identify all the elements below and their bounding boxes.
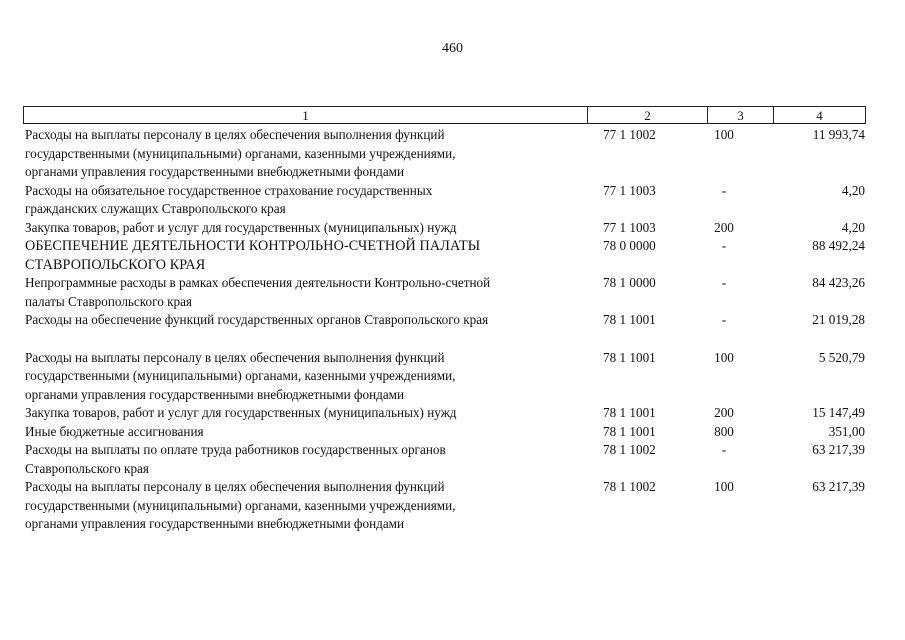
- row-description: [25, 423, 573, 442]
- row-amount: 5 520,79: [818, 349, 865, 365]
- description-line: Непрограммные расходы в рамках обеспечения деятельности Контрольно-счетной: [25, 275, 491, 290]
- table-row: [25, 126, 865, 182]
- row-expense-type: 100: [714, 127, 734, 142]
- row-code: 77 1 1002: [603, 127, 656, 142]
- description-line: Закупка товаров, работ и услуг для государственных (муниципальных) нужд: [25, 405, 457, 420]
- description-line: Расходы на выплаты персоналу в целях обеспечения выполнения функций: [25, 127, 445, 142]
- header-cell-2: 2: [588, 107, 708, 123]
- row-amount: 63 217,39: [812, 442, 865, 457]
- description-line: государственными (муниципальными) органами, казенными учреждениями,: [25, 368, 456, 383]
- row-description: [25, 126, 573, 182]
- table-row: [25, 478, 865, 534]
- row-description: [25, 404, 573, 423]
- description-line: Расходы на выплаты по оплате труда работников государственных органов: [25, 442, 446, 457]
- row-amount: 88 492,24: [812, 238, 865, 253]
- description-line: гражданских служащих Ставропольского края: [25, 201, 286, 216]
- header-cell-3: 3: [708, 107, 774, 123]
- row-expense-type: 100: [714, 349, 734, 365]
- table-row: [25, 219, 865, 238]
- description-line: ОБЕСПЕЧЕНИЕ ДЕЯТЕЛЬНОСТИ КОНТРОЛЬНО-СЧЕТНОЙ ПАЛАТЫ: [25, 238, 481, 254]
- row-expense-type: 800: [714, 423, 734, 439]
- row-expense-type: 200: [714, 219, 734, 235]
- row-amount: 15 147,49: [812, 405, 865, 420]
- row-code: 78 1 1002: [603, 442, 656, 457]
- description-line: Расходы на выплаты персоналу в целях обеспечения выполнения функций: [25, 479, 445, 494]
- row-expense-type: -: [721, 275, 727, 290]
- row-expense-type: -: [721, 238, 727, 253]
- description-line: органами управления государственными внебюджетными фондами: [25, 516, 405, 531]
- row-code: 78 0 0000: [603, 238, 656, 253]
- row-amount: 4,20: [841, 219, 865, 235]
- row-code: 77 1 1003: [603, 219, 656, 235]
- row-code: 78 1 1001: [603, 405, 656, 420]
- row-description: [25, 349, 573, 405]
- description-line: Иные бюджетные ассигнования: [25, 423, 204, 439]
- row-code: 78 1 0000: [603, 275, 656, 290]
- row-code: 77 1 1003: [603, 182, 656, 198]
- description-line: органами управления государственными внебюджетными фондами: [25, 164, 405, 179]
- description-line: Расходы на обеспечение функций государственных органов Ставропольского края: [25, 312, 489, 327]
- row-code: 78 1 1001: [603, 423, 656, 439]
- description-line: СТАВРОПОЛЬСКОГО КРАЯ: [25, 256, 206, 273]
- table-row: [25, 404, 865, 423]
- description-line: Закупка товаров, работ и услуг для государственных (муниципальных) нужд: [25, 219, 457, 235]
- description-line: палаты Ставропольского края: [25, 293, 192, 309]
- table-row: [25, 311, 865, 330]
- row-amount: 4,20: [841, 182, 865, 198]
- description-line: Расходы на обязательное государственное страхование государственных: [25, 182, 433, 198]
- table-body: [25, 126, 865, 534]
- description-line: государственными (муниципальными) органами, казенными учреждениями,: [25, 145, 456, 161]
- row-code: 78 1 1002: [603, 479, 656, 494]
- row-expense-type: -: [721, 312, 727, 327]
- table-row: [25, 237, 865, 274]
- table-row: [25, 423, 865, 442]
- row-description: [25, 441, 573, 478]
- row-amount: 351,00: [828, 423, 865, 439]
- row-expense-type: -: [721, 182, 727, 198]
- row-expense-type: 100: [714, 479, 734, 494]
- row-amount: 84 423,26: [812, 275, 865, 290]
- header-cell-1: 1: [24, 107, 588, 123]
- table-header: [23, 106, 866, 124]
- row-expense-type: -: [721, 442, 727, 457]
- description-line: Расходы на выплаты персоналу в целях обеспечения выполнения функций: [25, 349, 445, 365]
- row-amount: 11 993,74: [812, 127, 865, 142]
- row-description: [25, 219, 573, 238]
- row-description: [25, 478, 573, 534]
- row-code: 78 1 1001: [603, 312, 656, 327]
- table-row: [25, 441, 865, 478]
- table-row: [25, 182, 865, 219]
- row-amount: 63 217,39: [812, 479, 865, 494]
- row-amount: 21 019,28: [812, 312, 865, 327]
- table-row: [25, 349, 865, 405]
- table-row: [25, 274, 865, 311]
- header-cell-4: 4: [816, 107, 823, 123]
- row-code: 78 1 1001: [603, 349, 656, 365]
- row-description: [25, 182, 573, 219]
- description-line: органами управления государственными внебюджетными фондами: [25, 386, 405, 402]
- row-description: [25, 274, 573, 311]
- row-expense-type: 200: [714, 405, 734, 420]
- page-number: 460: [442, 41, 463, 56]
- description-line: Ставропольского края: [25, 460, 149, 476]
- description-line: государственными (муниципальными) органами, казенными учреждениями,: [25, 497, 456, 513]
- row-description: [25, 311, 573, 330]
- row-spacer: [25, 330, 865, 349]
- row-description: [25, 237, 573, 274]
